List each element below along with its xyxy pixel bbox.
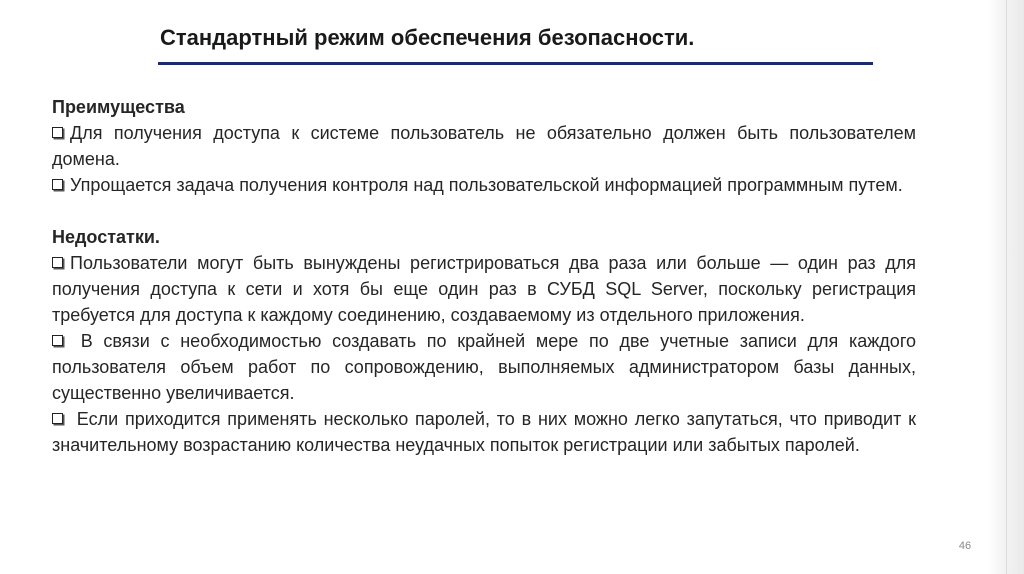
disadvantage-text-3: Если приходится применять несколько паролей, то в них можно легко запутаться, что приводит к значительному возрастанию количества неудачных попыток регистрации или забытых паролей. [52, 409, 916, 455]
checkbox-icon [52, 179, 63, 190]
section-gap [52, 198, 916, 224]
disadvantage-item-1 [52, 250, 916, 328]
slide-body [52, 94, 916, 458]
disadvantage-item-2 [52, 328, 916, 406]
disadvantage-item-3 [52, 406, 916, 458]
title-underline [158, 62, 873, 65]
disadvantage-text-1: Пользователи могут быть вынуждены регистрироваться два раза или больше — один раз для получения доступа к сети и хотя бы еще один раз в СУБД SQL Server, поскольку регистрация требуется для доступа к каждому соединению, создаваемому из отдельного приложения. [52, 253, 916, 325]
checkbox-icon [52, 413, 63, 424]
checkbox-icon [52, 127, 63, 138]
right-edge-decoration [988, 0, 1024, 574]
checkbox-icon [52, 335, 63, 346]
disadvantages-heading: Недостатки. [52, 227, 160, 247]
advantage-item-2 [52, 172, 916, 198]
advantage-text-2: Упрощается задача получения контроля над пользовательской информацией программным путем. [70, 175, 903, 195]
advantages-heading: Преимущества [52, 97, 185, 117]
slide-title: Стандартный режим обеспечения безопасности. [160, 25, 695, 50]
disadvantage-text-2: В связи с необходимостью создавать по крайней мере по две учетные записи для каждого пользователя объем работ по сопровождению, выполняемых администратором базы данных, существенно увеличивается. [52, 331, 916, 403]
advantage-item-1 [52, 120, 916, 172]
checkbox-icon [52, 257, 63, 268]
advantage-text-1: Для получения доступа к системе пользователь не обязательно должен быть пользователем домена. [52, 123, 916, 169]
page-number: 46 [958, 540, 972, 552]
